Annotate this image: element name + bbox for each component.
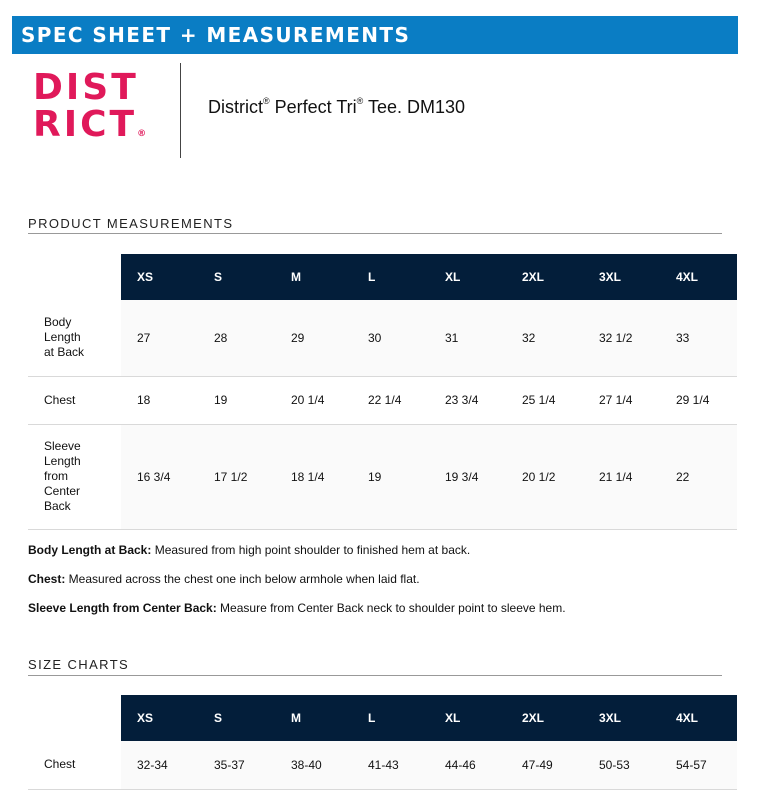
- definition-term: Sleeve Length from Center Back:: [28, 601, 217, 615]
- size-header: L: [352, 695, 429, 741]
- size-charts-rule: [28, 675, 722, 676]
- table-cell: 16 3/4: [121, 424, 198, 529]
- size-header: XS: [121, 254, 198, 300]
- measurements-header-row: [28, 254, 737, 300]
- measurements-heading: PRODUCT MEASUREMENTS: [28, 216, 234, 231]
- table-row: [28, 300, 737, 376]
- table-cell: 18: [121, 376, 198, 424]
- logo-line-2: [33, 104, 147, 152]
- logo-line-2-text: RICT: [33, 104, 138, 145]
- table-cell: 17 1/2: [198, 424, 275, 529]
- table-cell: 29 1/4: [660, 376, 737, 424]
- size-header: XL: [429, 254, 506, 300]
- table-cell: 32 1/2: [583, 300, 660, 376]
- table-cell: 38-40: [275, 741, 352, 789]
- definition-body-length: [28, 543, 470, 557]
- size-header: 4XL: [660, 254, 737, 300]
- product-reg-1: ®: [263, 96, 270, 106]
- table-cell: 23 3/4: [429, 376, 506, 424]
- row-label: Body Length at Back: [28, 300, 121, 376]
- table-cell: 27 1/4: [583, 376, 660, 424]
- row-label: Chest: [28, 741, 121, 789]
- definition-text: Measured from high point shoulder to finished hem at back.: [151, 543, 471, 557]
- table-row: [28, 424, 737, 529]
- table-cell: 22 1/4: [352, 376, 429, 424]
- logo-line-1: DIST: [33, 67, 139, 108]
- size-chart-table: [28, 695, 737, 790]
- table-cell: 32: [506, 300, 583, 376]
- table-cell: 50-53: [583, 741, 660, 789]
- table-cell: 29: [275, 300, 352, 376]
- table-row: [28, 741, 737, 789]
- table-row: [28, 376, 737, 424]
- spec-sheet-banner: [12, 16, 738, 54]
- size-header: XS: [121, 695, 198, 741]
- size-header: 2XL: [506, 254, 583, 300]
- size-header: 3XL: [583, 695, 660, 741]
- size-header: XL: [429, 695, 506, 741]
- table-cell: 22: [660, 424, 737, 529]
- table-cell: 20 1/2: [506, 424, 583, 529]
- table-cell: 54-57: [660, 741, 737, 789]
- table-cell: 25 1/4: [506, 376, 583, 424]
- table-cell: 18 1/4: [275, 424, 352, 529]
- size-header: 4XL: [660, 695, 737, 741]
- table-cell: 30: [352, 300, 429, 376]
- table-cell: 19: [198, 376, 275, 424]
- table-cell: 41-43: [352, 741, 429, 789]
- size-header: M: [275, 695, 352, 741]
- table-cell: 20 1/4: [275, 376, 352, 424]
- definition-term: Body Length at Back:: [28, 543, 152, 557]
- size-charts-heading: SIZE CHARTS: [28, 657, 130, 672]
- size-chart-header-row: [28, 695, 737, 741]
- table-cell: 28: [198, 300, 275, 376]
- banner-title: SPEC SHEET + MEASUREMENTS: [21, 23, 411, 47]
- size-header: 2XL: [506, 695, 583, 741]
- header-corner: [28, 695, 121, 741]
- table-cell: 47-49: [506, 741, 583, 789]
- product-brand: District: [208, 97, 263, 117]
- header-divider: [180, 63, 181, 158]
- table-cell: 44-46: [429, 741, 506, 789]
- table-cell: 31: [429, 300, 506, 376]
- product-style: Tee. DM130: [363, 97, 466, 117]
- table-cell: 33: [660, 300, 737, 376]
- product-reg-2: ®: [356, 96, 364, 106]
- definition-text: Measured across the chest one inch below armhole when laid flat.: [65, 572, 420, 586]
- row-label: Chest: [28, 376, 121, 424]
- size-header: M: [275, 254, 352, 300]
- row-label: Sleeve Length from Center Back: [28, 424, 121, 529]
- table-cell: 19: [352, 424, 429, 529]
- size-header: S: [198, 254, 275, 300]
- definition-term: Chest:: [28, 572, 66, 586]
- product-title: [208, 96, 465, 118]
- definition-sleeve-length: [28, 601, 566, 615]
- definition-chest: [28, 572, 420, 586]
- table-cell: 32-34: [121, 741, 198, 789]
- size-header: 3XL: [583, 254, 660, 300]
- district-logo: [33, 67, 147, 150]
- measurements-table: [28, 254, 737, 530]
- table-cell: 21 1/4: [583, 424, 660, 529]
- logo-registered-mark: ®: [137, 129, 147, 139]
- table-cell: 35-37: [198, 741, 275, 789]
- product-name-part: Perfect Tri: [269, 97, 357, 117]
- size-header: L: [352, 254, 429, 300]
- header-corner: [28, 254, 121, 300]
- size-header: S: [198, 695, 275, 741]
- table-cell: 27: [121, 300, 198, 376]
- table-cell: 19 3/4: [429, 424, 506, 529]
- definition-text: Measure from Center Back neck to shoulder point to sleeve hem.: [216, 601, 566, 615]
- measurements-rule: [28, 233, 722, 234]
